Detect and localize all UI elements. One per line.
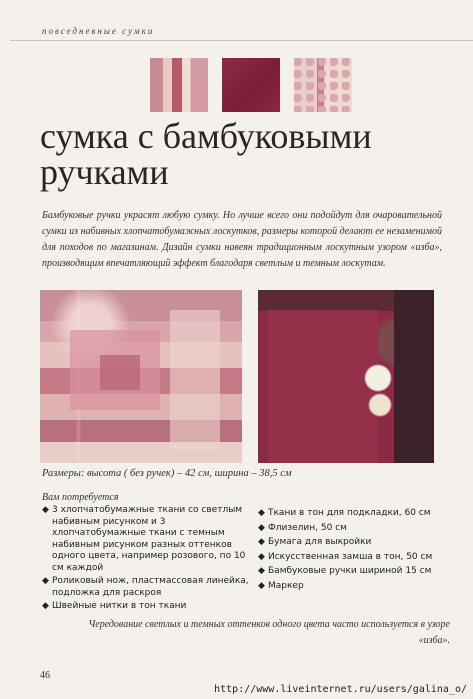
fabric-swatch-patchwork (150, 58, 208, 112)
fabric-swatch-floral (294, 58, 352, 112)
bullet-icon: ◆ (42, 505, 49, 515)
photo-caption: Чередование светлых и темных оттенков одного цвета часто используется в узоре «изба». (88, 619, 450, 646)
list-item (42, 505, 252, 574)
materials-heading: Вам потребуется (42, 492, 119, 503)
list-item-text: Маркер (268, 580, 304, 591)
bag-front-photo (40, 290, 242, 463)
section-label: повседневные сумки (42, 26, 155, 36)
list-item-text: Флизелин, 50 см (268, 522, 347, 533)
list-item-text: Искусственная замша в тон, 50 см (268, 551, 433, 562)
list-item-text: Бамбуковые ручки шириной 15 см (268, 566, 432, 576)
materials-list-right (258, 508, 458, 595)
page-number: 46 (40, 670, 50, 681)
list-item (258, 508, 458, 520)
bullet-icon: ◆ (42, 576, 49, 586)
list-item (258, 566, 458, 578)
bullet-icon: ◆ (258, 537, 265, 547)
list-item-text: 3 хлопчатобумажные ткани со светлым набивным рисунком и 3 хлопчатобумажные ткани с темным набивным рисунком разных оттенков одного цвета, например розового, по 10 см каждой (52, 505, 246, 573)
bag-back-photo (258, 290, 434, 463)
bullet-icon: ◆ (258, 580, 265, 591)
list-item-text: Бумага для выкройки (268, 537, 372, 547)
background-shadow (394, 290, 434, 463)
list-item (258, 537, 458, 549)
patch-block (100, 355, 140, 390)
list-item (42, 576, 252, 599)
materials-list-left (42, 505, 252, 615)
bullet-icon: ◆ (258, 522, 265, 533)
intro-paragraph: Бамбуковые ручки украсят любую сумку. Но лучше всего они подойдут для очаровательной сумки из набивных хлопчатобумажных лоскутков, размеры которой делают ее незаменимой для походов по магазинам. Дизайн сумки навеян традиционным лоскутным узором «изба», производящим впечатляющий эффект благодаря светлым и темным лоскутам. (42, 210, 442, 269)
patch-block (170, 310, 220, 450)
list-item (42, 601, 252, 613)
fabric-swatch-plain (222, 58, 280, 112)
list-item-text: Швейные нитки в тон ткани (52, 601, 187, 611)
list-item-text: Ткани в тон для подкладки, 60 см (268, 508, 431, 518)
list-item-text: Роликовый нож, пластмассовая линейка, подложка для раскроя (52, 576, 249, 598)
list-item (258, 581, 458, 593)
watermark-url: http://www.liveinternet.ru/users/galina_o/ (214, 684, 467, 695)
list-item (258, 552, 458, 564)
roses (358, 360, 398, 420)
bullet-icon: ◆ (42, 601, 49, 611)
top-rule (10, 40, 473, 41)
sizes-text: Размеры: высота ( без ручек) – 42 см, ширина – 38,5 см (42, 468, 292, 479)
title-line-1: сумка с бамбуковыми (40, 116, 372, 156)
bullet-icon: ◆ (258, 508, 265, 518)
bullet-icon: ◆ (258, 566, 265, 576)
list-item (258, 523, 458, 535)
title-line-2: ручками (40, 152, 169, 192)
page-title (40, 118, 372, 190)
bullet-icon: ◆ (258, 551, 265, 562)
